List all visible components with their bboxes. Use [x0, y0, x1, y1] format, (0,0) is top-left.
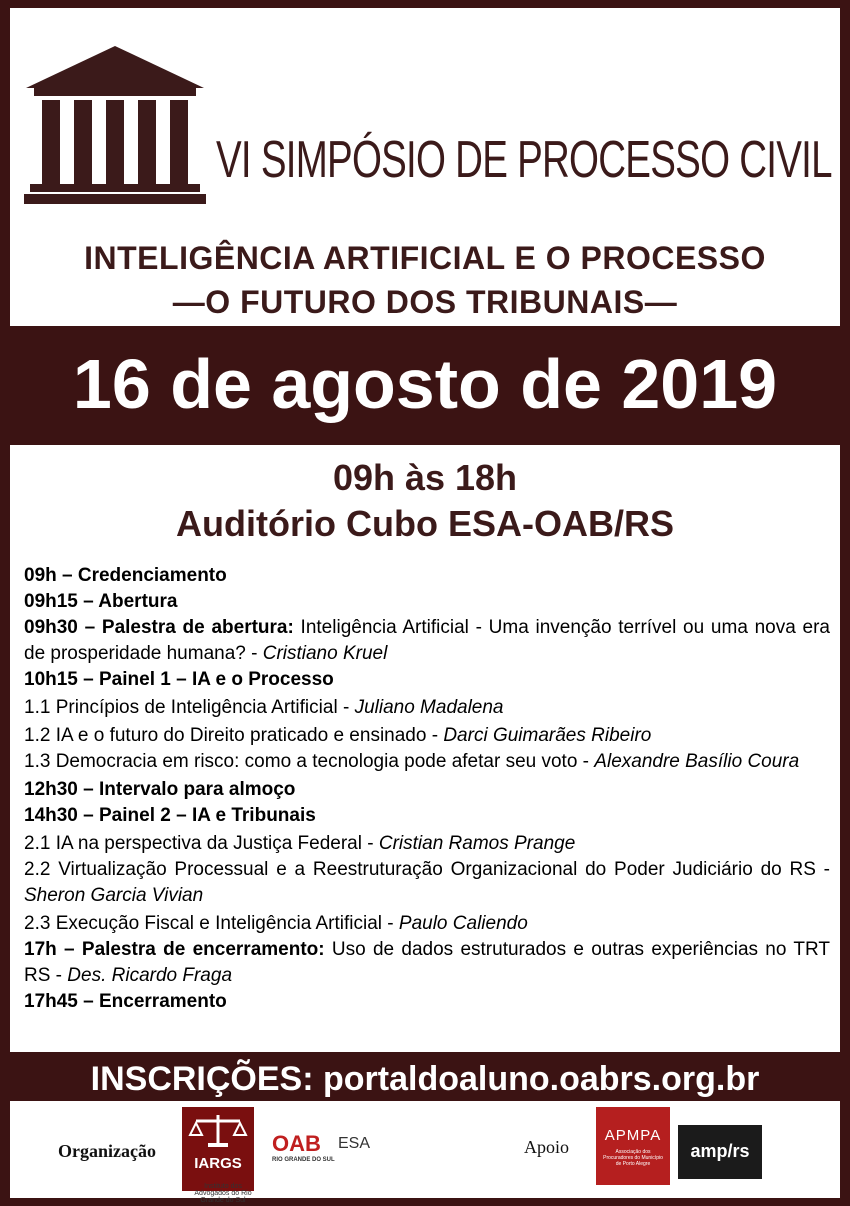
subtitle-line-1: INTELIGÊNCIA ARTIFICIAL E O PROCESSO [84, 240, 766, 276]
support-label: Apoio [524, 1137, 569, 1157]
program-item: 2.1 IA na perspectiva da Justiça Federal - Cristian Ramos Prange [24, 833, 576, 854]
program-item: 17h – Palestra de encerramento: Uso de dados estruturados e outras experiências no TRT RS - Des. Ricardo Fraga [24, 939, 830, 986]
program-item: 17h45 – Encerramento [24, 991, 227, 1012]
program-item: 1.1 Princípios de Inteligência Artificial - Juliano Madalena [24, 697, 504, 718]
program-panel [10, 445, 840, 1052]
program-item: 09h15 – Abertura [24, 591, 178, 612]
program-item: 2.3 Execução Fiscal e Inteligência Artificial - Paulo Caliendo [24, 913, 528, 934]
header-panel [10, 8, 840, 326]
program-item: 10h15 – Painel 1 – IA e o Processo [24, 669, 334, 690]
program-item: 12h30 – Intervalo para almoço [24, 779, 296, 800]
speaker-name: Darci Guimarães Ribeiro [443, 725, 652, 746]
speaker-name: Cristian Ramos Prange [378, 833, 576, 854]
program-item: 09h30 – Palestra de abertura: Inteligência Artificial - Uma invenção terrível ou uma nova era de prosperidade humana? - Cristiano Kruel [24, 617, 830, 664]
speaker-name: Des. Ricardo Fraga [67, 965, 233, 986]
speaker-name: Alexandre Basílio Coura [594, 751, 800, 772]
speaker-name: Paulo Caliendo [398, 913, 528, 934]
program-item: 14h30 – Painel 2 – IA e Tribunais [24, 805, 316, 826]
sponsors-panel [10, 1101, 840, 1204]
registration-url[interactable]: INSCRIÇÕES: portaldoaluno.oabrs.org.br [90, 1060, 760, 1098]
iargs-caption: Instituto dos Advogados do Rio Grande do Sul [194, 1183, 252, 1204]
event-date: 16 de agosto de 2019 [72, 345, 778, 423]
event-title: VI SIMPÓSIO DE PROCESSO CIVIL [216, 131, 832, 189]
scales-of-justice-icon [182, 1107, 254, 1151]
oab-esa-logo: OAB RIO GRANDE DO SUL ESA [272, 1131, 371, 1163]
event-time: 09h às 18h [332, 457, 518, 498]
amprs-logo: amp/rs [678, 1125, 762, 1179]
apmpa-logo: APMPA Associação dos Procuradores do Município de Porto Alegre [596, 1107, 670, 1185]
program-item: 09h – Credenciamento [24, 565, 227, 586]
program-list [24, 563, 830, 1015]
event-venue: Auditório Cubo ESA-OAB/RS [176, 503, 674, 544]
speaker-name: Sheron Garcia Vivian [24, 885, 204, 906]
iargs-logo: IARGS [182, 1107, 254, 1191]
courthouse-columns-icon [22, 44, 208, 206]
organization-label: Organização [58, 1141, 156, 1161]
subtitle-line-2: —O FUTURO DOS TRIBUNAIS— [172, 284, 678, 320]
speaker-name: Cristiano Kruel [262, 643, 388, 664]
program-item: 1.3 Democracia em risco: como a tecnologia pode afetar seu voto - Alexandre Basílio Coura [24, 751, 800, 772]
program-item: 2.2 Virtualização Processual e a Reestruturação Organizacional do Poder Judiciário do RS - Sheron Garcia Vivian [24, 859, 830, 906]
speaker-name: Juliano Madalena [354, 697, 504, 718]
program-item: 1.2 IA e o futuro do Direito praticado e ensinado - Darci Guimarães Ribeiro [24, 725, 652, 746]
